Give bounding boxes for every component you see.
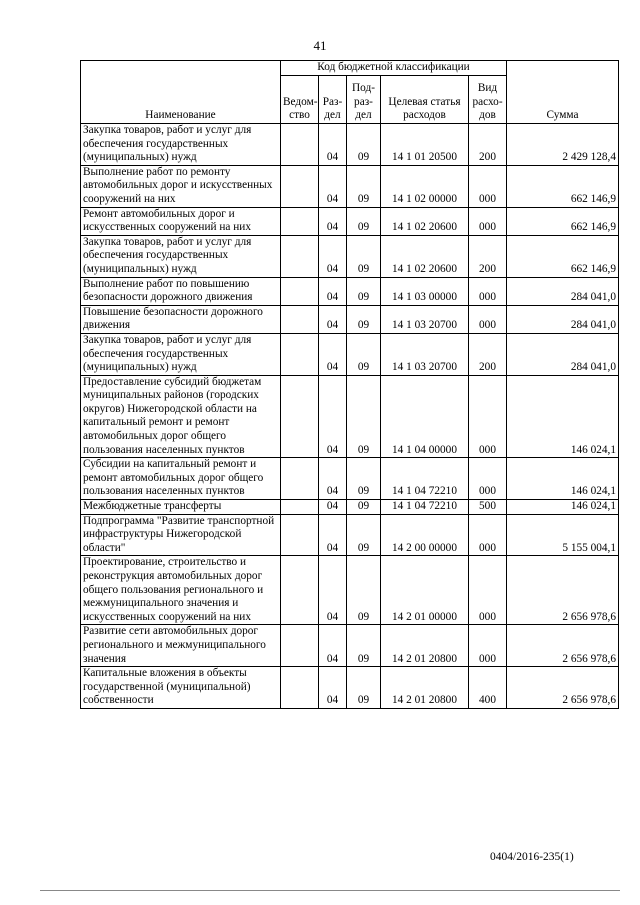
header-sum: Сумма	[507, 61, 619, 124]
cell-vid: 000	[469, 458, 507, 500]
cell-name: Подпрограмма "Развитие транспортной инфраструктуры Нижегородской области"	[81, 514, 281, 556]
cell-razdel: 04	[319, 165, 347, 207]
cell-sum: 662 146,9	[507, 165, 619, 207]
table-row	[81, 625, 619, 667]
cell-sum: 5 155 004,1	[507, 514, 619, 556]
cell-target: 14 1 03 20700	[381, 333, 469, 375]
cell-razdel: 04	[319, 277, 347, 305]
cell-razdel: 04	[319, 514, 347, 556]
cell-name: Выполнение работ по ремонту автомобильных дорог и искусственных сооружений на них	[81, 165, 281, 207]
cell-podrazdel: 09	[347, 235, 381, 277]
cell-sum: 2 656 978,6	[507, 556, 619, 625]
cell-podrazdel: 09	[347, 277, 381, 305]
cell-name: Закупка товаров, работ и услуг для обеспечения государственных (муниципальных) нужд	[81, 235, 281, 277]
cell-sum: 146 024,1	[507, 458, 619, 500]
cell-vedom	[281, 305, 319, 333]
cell-vedom	[281, 514, 319, 556]
header-vedom: Ведом-ство	[281, 76, 319, 124]
table-row	[81, 333, 619, 375]
cell-name: Выполнение работ по повышению безопасности дорожного движения	[81, 277, 281, 305]
cell-vid: 200	[469, 235, 507, 277]
cell-razdel: 04	[319, 375, 347, 458]
cell-podrazdel: 09	[347, 667, 381, 709]
cell-podrazdel: 09	[347, 556, 381, 625]
cell-name: Субсидии на капитальный ремонт и ремонт автомобильных дорог общего пользования населенных пунктов	[81, 458, 281, 500]
cell-vid: 000	[469, 207, 507, 235]
bottom-rule	[40, 890, 620, 891]
cell-vedom	[281, 375, 319, 458]
cell-podrazdel: 09	[347, 305, 381, 333]
document-code: 0404/2016-235(1)	[490, 851, 574, 863]
cell-target: 14 1 01 20500	[381, 124, 469, 166]
cell-vid: 200	[469, 333, 507, 375]
cell-razdel: 04	[319, 207, 347, 235]
cell-vedom	[281, 500, 319, 515]
cell-name: Ремонт автомобильных дорог и искусственных сооружений на них	[81, 207, 281, 235]
cell-target: 14 1 03 20700	[381, 305, 469, 333]
budget-table	[80, 60, 619, 709]
cell-vedom	[281, 556, 319, 625]
table-body	[81, 124, 619, 709]
cell-vedom	[281, 235, 319, 277]
cell-razdel: 04	[319, 458, 347, 500]
cell-vid: 200	[469, 124, 507, 166]
cell-target: 14 2 01 00000	[381, 556, 469, 625]
table-row	[81, 305, 619, 333]
cell-target: 14 1 03 00000	[381, 277, 469, 305]
cell-vid: 000	[469, 514, 507, 556]
cell-podrazdel: 09	[347, 165, 381, 207]
cell-podrazdel: 09	[347, 333, 381, 375]
cell-vedom	[281, 165, 319, 207]
cell-sum: 284 041,0	[507, 305, 619, 333]
cell-target: 14 2 01 20800	[381, 625, 469, 667]
header-vid: Вид расхо-дов	[469, 76, 507, 124]
cell-vedom	[281, 124, 319, 166]
cell-podrazdel: 09	[347, 375, 381, 458]
table-row	[81, 556, 619, 625]
table-row	[81, 165, 619, 207]
cell-razdel: 04	[319, 305, 347, 333]
cell-razdel: 04	[319, 124, 347, 166]
cell-vid: 400	[469, 667, 507, 709]
cell-name: Капитальные вложения в объекты государственной (муниципальной) собственности	[81, 667, 281, 709]
cell-name: Межбюджетные трансферты	[81, 500, 281, 515]
header-code-group: Код бюджетной классификации	[281, 61, 507, 76]
page-number: 41	[313, 38, 327, 53]
cell-name: Закупка товаров, работ и услуг для обеспечения государственных (муниципальных) нужд	[81, 124, 281, 166]
cell-razdel: 04	[319, 333, 347, 375]
cell-name: Проектирование, строительство и реконструкция автомобильных дорог общего пользования регионального и межмуниципального значения и искусственных сооружений на них	[81, 556, 281, 625]
cell-sum: 2 656 978,6	[507, 667, 619, 709]
table-row	[81, 124, 619, 166]
cell-podrazdel: 09	[347, 514, 381, 556]
cell-vid: 000	[469, 375, 507, 458]
table-row	[81, 207, 619, 235]
cell-razdel: 04	[319, 625, 347, 667]
cell-name: Предоставление субсидий бюджетам муниципальных районов (городских округов) Нижегородской области на капитальный ремонт и ремонт автомобильных дорог общего пользования населенных пунктов	[81, 375, 281, 458]
cell-podrazdel: 09	[347, 458, 381, 500]
cell-vid: 000	[469, 556, 507, 625]
cell-sum: 146 024,1	[507, 500, 619, 515]
table-row	[81, 375, 619, 458]
table-row	[81, 458, 619, 500]
cell-target: 14 1 04 72210	[381, 458, 469, 500]
cell-podrazdel: 09	[347, 207, 381, 235]
cell-sum: 2 429 128,4	[507, 124, 619, 166]
cell-target: 14 1 02 00000	[381, 165, 469, 207]
cell-vid: 000	[469, 277, 507, 305]
cell-target: 14 2 00 00000	[381, 514, 469, 556]
cell-target: 14 1 02 20600	[381, 207, 469, 235]
cell-target: 14 1 04 00000	[381, 375, 469, 458]
cell-sum: 284 041,0	[507, 277, 619, 305]
cell-vid: 000	[469, 305, 507, 333]
cell-sum: 662 146,9	[507, 207, 619, 235]
cell-name: Развитие сети автомобильных дорог регионального и межмуниципального значения	[81, 625, 281, 667]
cell-sum: 146 024,1	[507, 375, 619, 458]
table-row	[81, 235, 619, 277]
cell-razdel: 04	[319, 500, 347, 515]
cell-razdel: 04	[319, 235, 347, 277]
cell-target: 14 2 01 20800	[381, 667, 469, 709]
header-target: Целевая статья расходов	[381, 76, 469, 124]
cell-razdel: 04	[319, 667, 347, 709]
cell-vid: 500	[469, 500, 507, 515]
cell-razdel: 04	[319, 556, 347, 625]
cell-vid: 000	[469, 625, 507, 667]
table-row	[81, 514, 619, 556]
cell-vedom	[281, 625, 319, 667]
cell-sum: 2 656 978,6	[507, 625, 619, 667]
cell-vedom	[281, 333, 319, 375]
cell-sum: 284 041,0	[507, 333, 619, 375]
table-row	[81, 667, 619, 709]
cell-name: Закупка товаров, работ и услуг для обеспечения государственных (муниципальных) нужд	[81, 333, 281, 375]
cell-vid: 000	[469, 165, 507, 207]
cell-podrazdel: 09	[347, 625, 381, 667]
cell-sum: 662 146,9	[507, 235, 619, 277]
cell-podrazdel: 09	[347, 124, 381, 166]
cell-vedom	[281, 277, 319, 305]
cell-vedom	[281, 458, 319, 500]
header-name: Наименование	[81, 61, 281, 124]
cell-vedom	[281, 667, 319, 709]
cell-target: 14 1 02 20600	[381, 235, 469, 277]
table-row	[81, 277, 619, 305]
table-row	[81, 500, 619, 515]
cell-podrazdel: 09	[347, 500, 381, 515]
cell-name: Повышение безопасности дорожного движения	[81, 305, 281, 333]
cell-target: 14 1 04 72210	[381, 500, 469, 515]
header-razdel: Раз-дел	[319, 76, 347, 124]
header-podrazdel: Под-раз-дел	[347, 76, 381, 124]
cell-vedom	[281, 207, 319, 235]
